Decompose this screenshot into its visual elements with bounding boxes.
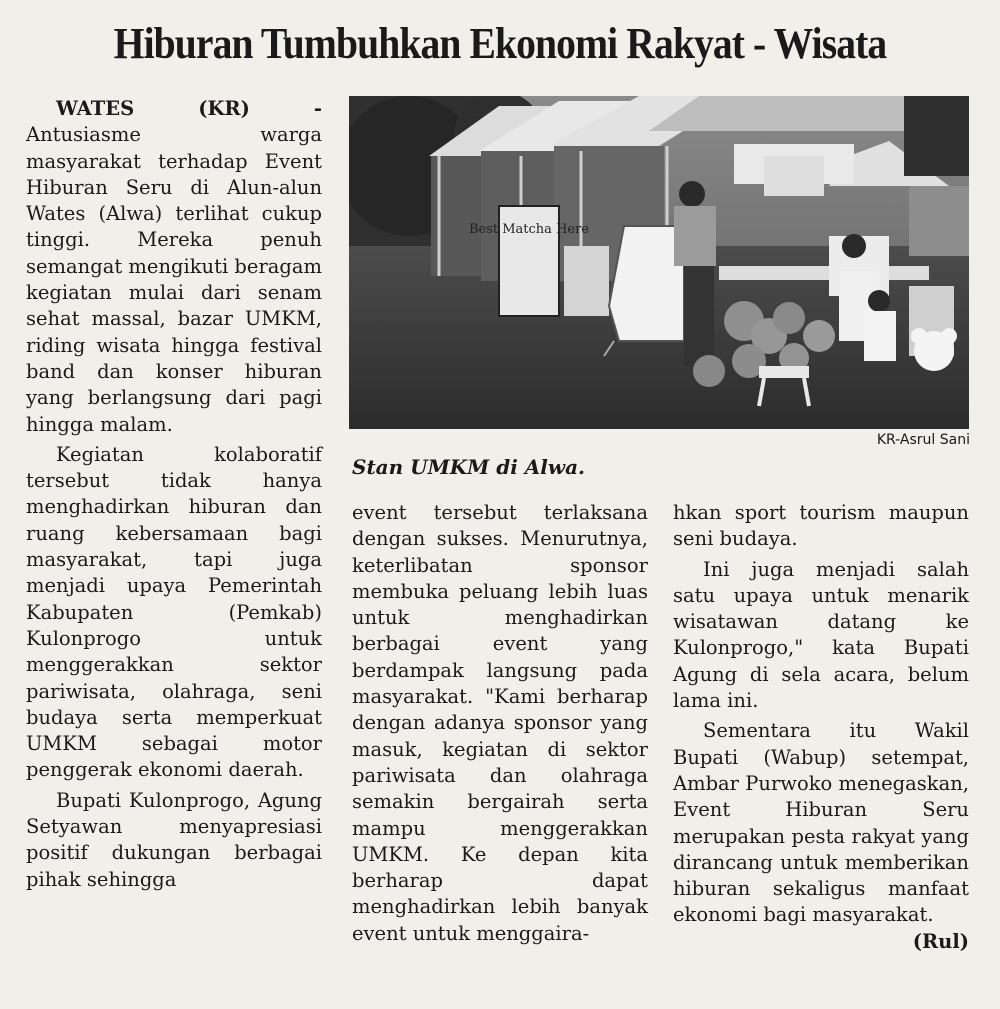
headline: Hiburan Tumbuhkan Ekonomi Rakyat - Wisata: [113, 19, 887, 68]
paragraph: Ini juga menjadi salah satu upaya untuk menarik wisatawan datang ke Kulonprogo," kata Bupati Agung di sela acara, belum lama ini.: [673, 557, 969, 713]
paragraph: Bupati Kulonprogo, Agung Setyawan menyapresiasi positif dukungan berbagai pihak sehingga: [26, 788, 322, 891]
paragraph: [26, 96, 322, 438]
photo-credit: KR-Asrul Sani: [876, 432, 970, 448]
dateline: WATES (KR) -: [56, 97, 322, 120]
paragraph: [673, 718, 969, 953]
photo-caption: Stan UMKM di Alwa.: [352, 455, 586, 479]
paragraph: Kegiatan kolaboratif tersebut tidak hanya menghadirkan hiburan dan ruang kebersamaan bagi masyarakat, tapi juga menjadi upaya Pemerintah Kabupaten (Pemkab) Kulonprogo untuk menggerakkan sektor pariwisata, olahraga, seni budaya serta memperkuat UMKM sebagai motor penggerak ekonomi daerah.: [26, 442, 322, 782]
sign-text: Best Matcha Here: [468, 222, 590, 237]
paragraph: hkan sport tourism maupun seni budaya.: [673, 501, 969, 551]
paragraph: event tersebut terlaksana dengan sukses. Menurutnya, keterlibatan sponsor membuka peluang lebih luas untuk menghadirkan berbagai event yang berdampak langsung pada masyarakat. "Kami berharap dengan adanya sponsor yang masuk, kegiatan di sektor pariwisata dan olahraga semakin bergairah serta mampu menggerakkan UMKM. Ke depan kita berharap dapat menghadirkan lebih banyak event untuk menggaira-: [352, 501, 648, 945]
article-column-1: [26, 96, 322, 893]
article-column-3: [673, 500, 969, 955]
author-signoff: (Rul): [912, 929, 969, 953]
news-photo: [349, 96, 969, 429]
paragraph-text: Antusiasme warga masyarakat terhadap Event Hiburan Seru di Alun-alun Wates (Alwa) terlihat cukup tinggi. Mereka penuh semangat mengikuti beragam kegiatan mulai dari senam sehat massal, bazar UMKM, riding wisata hingga festival band dan konser hiburan yang berlangsung dari pagi hingga malam.: [26, 123, 322, 436]
article-column-2: [352, 500, 648, 947]
market-stalls-photo: [349, 96, 969, 429]
paragraph-text: Sementara itu Wakil Bupati (Wabup) setempat, Ambar Purwoko menegaskan, Event Hiburan Seru merupakan pesta rakyat yang dirancang untuk memberikan hiburan sekaligus manfaat ekonomi bagi masyarakat.: [673, 719, 969, 927]
